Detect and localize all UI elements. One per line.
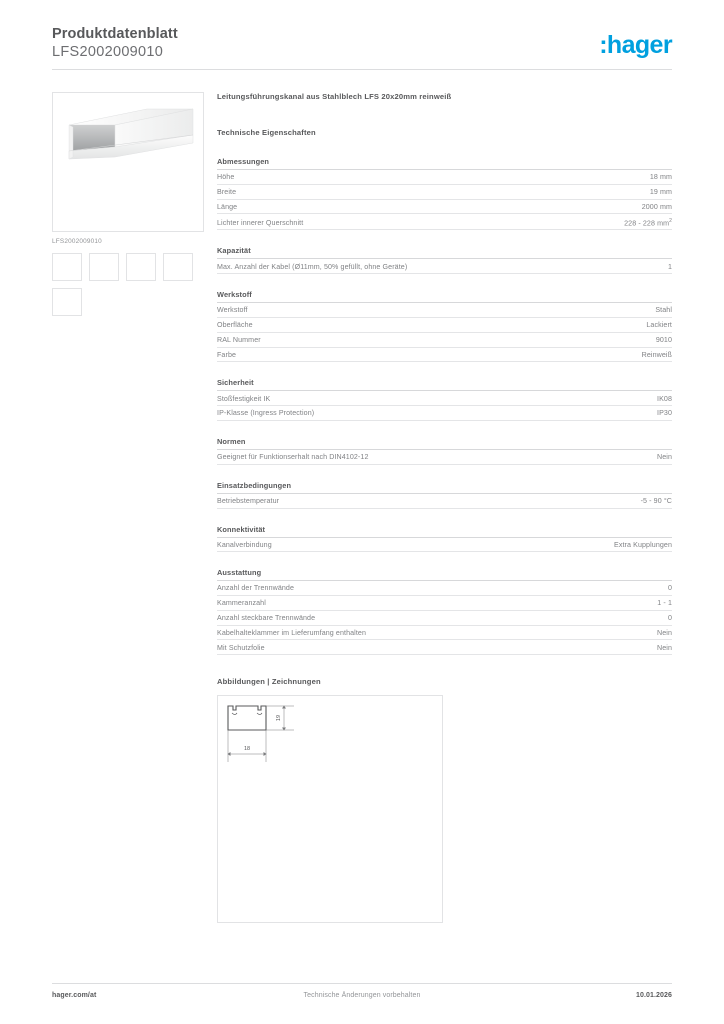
specification-label: Oberfläche bbox=[217, 321, 253, 330]
page-header bbox=[52, 26, 672, 72]
thumbnail-gallery bbox=[52, 253, 212, 316]
specification-label: Anzahl der Trennwände bbox=[217, 584, 295, 593]
specification-row bbox=[217, 494, 672, 509]
drawings-section bbox=[217, 677, 672, 923]
specification-groups bbox=[217, 157, 672, 655]
specification-group bbox=[217, 290, 672, 362]
specification-label: Kammeranzahl bbox=[217, 599, 266, 608]
thumbnail-item[interactable] bbox=[89, 253, 119, 281]
specification-label: Werkstoff bbox=[217, 306, 248, 315]
specification-group-title: Ausstattung bbox=[217, 568, 672, 581]
specification-group-title: Sicherheit bbox=[217, 378, 672, 391]
specification-group bbox=[217, 157, 672, 230]
hager-logo: :hager bbox=[599, 31, 672, 59]
specification-value: Reinweiß bbox=[641, 350, 672, 359]
dimension-height-label: 19 bbox=[276, 715, 282, 722]
specification-value: Nein bbox=[657, 628, 672, 637]
specification-row bbox=[217, 450, 672, 465]
specification-group bbox=[217, 481, 672, 509]
specification-group bbox=[217, 378, 672, 421]
footer-divider bbox=[52, 983, 672, 984]
product-image-frame[interactable] bbox=[52, 92, 204, 232]
specification-group-title: Konnektivität bbox=[217, 525, 672, 538]
specification-label: Mit Schutzfolie bbox=[217, 643, 265, 652]
specification-label: Kabelhalteklammer im Lieferumfang enthalten bbox=[217, 628, 367, 637]
footer-date: 10.01.2026 bbox=[635, 992, 672, 999]
specification-group-title: Abmessungen bbox=[217, 157, 672, 170]
specification-label: Breite bbox=[217, 187, 237, 196]
header-divider bbox=[52, 69, 672, 70]
specification-value: Extra Kupplungen bbox=[614, 540, 672, 549]
specification-label: IP-Klasse (Ingress Protection) bbox=[217, 409, 315, 418]
specification-row bbox=[217, 348, 672, 363]
specification-row bbox=[217, 640, 672, 655]
specification-value: -5 - 90 °C bbox=[640, 496, 672, 505]
specification-value: 228 - 228 $mm^2$ bbox=[624, 217, 672, 227]
footer-disclaimer: Technische Änderungen vorbehalten bbox=[303, 992, 421, 999]
specification-row bbox=[217, 200, 672, 215]
specification-group bbox=[217, 568, 672, 655]
thumbnail-item[interactable] bbox=[52, 253, 82, 281]
drawings-heading: Abbildungen | Zeichnungen bbox=[217, 677, 321, 687]
specification-value: 1 bbox=[667, 262, 672, 271]
profile-technical-drawing bbox=[222, 700, 438, 790]
technical-properties-heading: Technische Eigenschaften bbox=[217, 128, 316, 137]
thumbnail-item[interactable] bbox=[126, 253, 156, 281]
specification-row bbox=[217, 303, 672, 318]
page-footer bbox=[52, 992, 672, 1006]
specification-row bbox=[217, 611, 672, 626]
specification-label: RAL Nummer bbox=[217, 336, 261, 345]
specification-row bbox=[217, 406, 672, 421]
specification-group-title: Kapazität bbox=[217, 246, 672, 259]
specification-label: Länge bbox=[217, 202, 238, 211]
specification-label: Farbe bbox=[217, 350, 237, 359]
specification-row bbox=[217, 391, 672, 406]
specification-row bbox=[217, 170, 672, 185]
specification-group-title: Werkstoff bbox=[217, 290, 672, 303]
specification-label: Betriebstemperatur bbox=[217, 496, 280, 505]
specification-value: IK08 bbox=[657, 394, 672, 403]
specification-label: Geeignet für Funktionserhalt nach DIN4102-12 bbox=[217, 453, 369, 462]
specification-value: Lackiert bbox=[646, 321, 672, 330]
specification-value: Nein bbox=[657, 643, 672, 652]
specification-value: 0 bbox=[667, 614, 672, 623]
specification-value: IP30 bbox=[657, 409, 672, 418]
drawing-frame[interactable] bbox=[217, 695, 443, 923]
specification-value: 18 mm bbox=[649, 173, 672, 182]
specification-label: Max. Anzahl der Kabel (Ø11mm, 50% gefüllt, ohne Geräte) bbox=[217, 262, 408, 271]
specification-row bbox=[217, 596, 672, 611]
specification-value: 19 mm bbox=[649, 187, 672, 196]
product-name: Leitungsführungskanal aus Stahlblech LFS 20x20mm reinweiß bbox=[217, 92, 452, 101]
specification-row bbox=[217, 185, 672, 200]
specifications-column bbox=[217, 92, 672, 923]
specification-row bbox=[217, 626, 672, 641]
specification-value: Stahl bbox=[655, 306, 672, 315]
specification-value: 9010 bbox=[655, 336, 672, 345]
specification-label: Lichter innerer Querschnitt bbox=[217, 218, 304, 227]
product-code-subtitle: LFS2002009010 bbox=[52, 44, 164, 60]
specification-value: 0 bbox=[667, 584, 672, 593]
product-image-caption: LFS2002009010 bbox=[52, 238, 102, 245]
specification-label: Anzahl steckbare Trennwände bbox=[217, 614, 316, 623]
dimension-width-label: 18 bbox=[243, 746, 251, 753]
thumbnail-item[interactable] bbox=[163, 253, 193, 281]
specification-row bbox=[217, 581, 672, 596]
specification-row bbox=[217, 333, 672, 348]
product-image bbox=[61, 107, 197, 169]
specification-value: 2000 mm bbox=[641, 202, 672, 211]
specification-label: Kanalverbindung bbox=[217, 540, 272, 549]
page-title: Produktdatenblatt bbox=[52, 26, 178, 42]
specification-group-title: Einsatzbedingungen bbox=[217, 481, 672, 494]
specification-group bbox=[217, 246, 672, 274]
specification-group bbox=[217, 437, 672, 465]
specification-group-title: Normen bbox=[217, 437, 672, 450]
specification-value: Nein bbox=[657, 453, 672, 462]
specification-row bbox=[217, 318, 672, 333]
specification-row bbox=[217, 259, 672, 274]
product-media-column bbox=[52, 92, 206, 316]
footer-website-link[interactable]: hager.com/at bbox=[52, 992, 97, 999]
specification-group bbox=[217, 525, 672, 553]
thumbnail-item[interactable] bbox=[52, 288, 82, 316]
specification-label: Stoßfestigkeit IK bbox=[217, 394, 271, 403]
specification-row bbox=[217, 538, 672, 553]
specification-label: Höhe bbox=[217, 173, 235, 182]
specification-value: 1 - 1 bbox=[657, 599, 672, 608]
specification-row bbox=[217, 214, 672, 230]
